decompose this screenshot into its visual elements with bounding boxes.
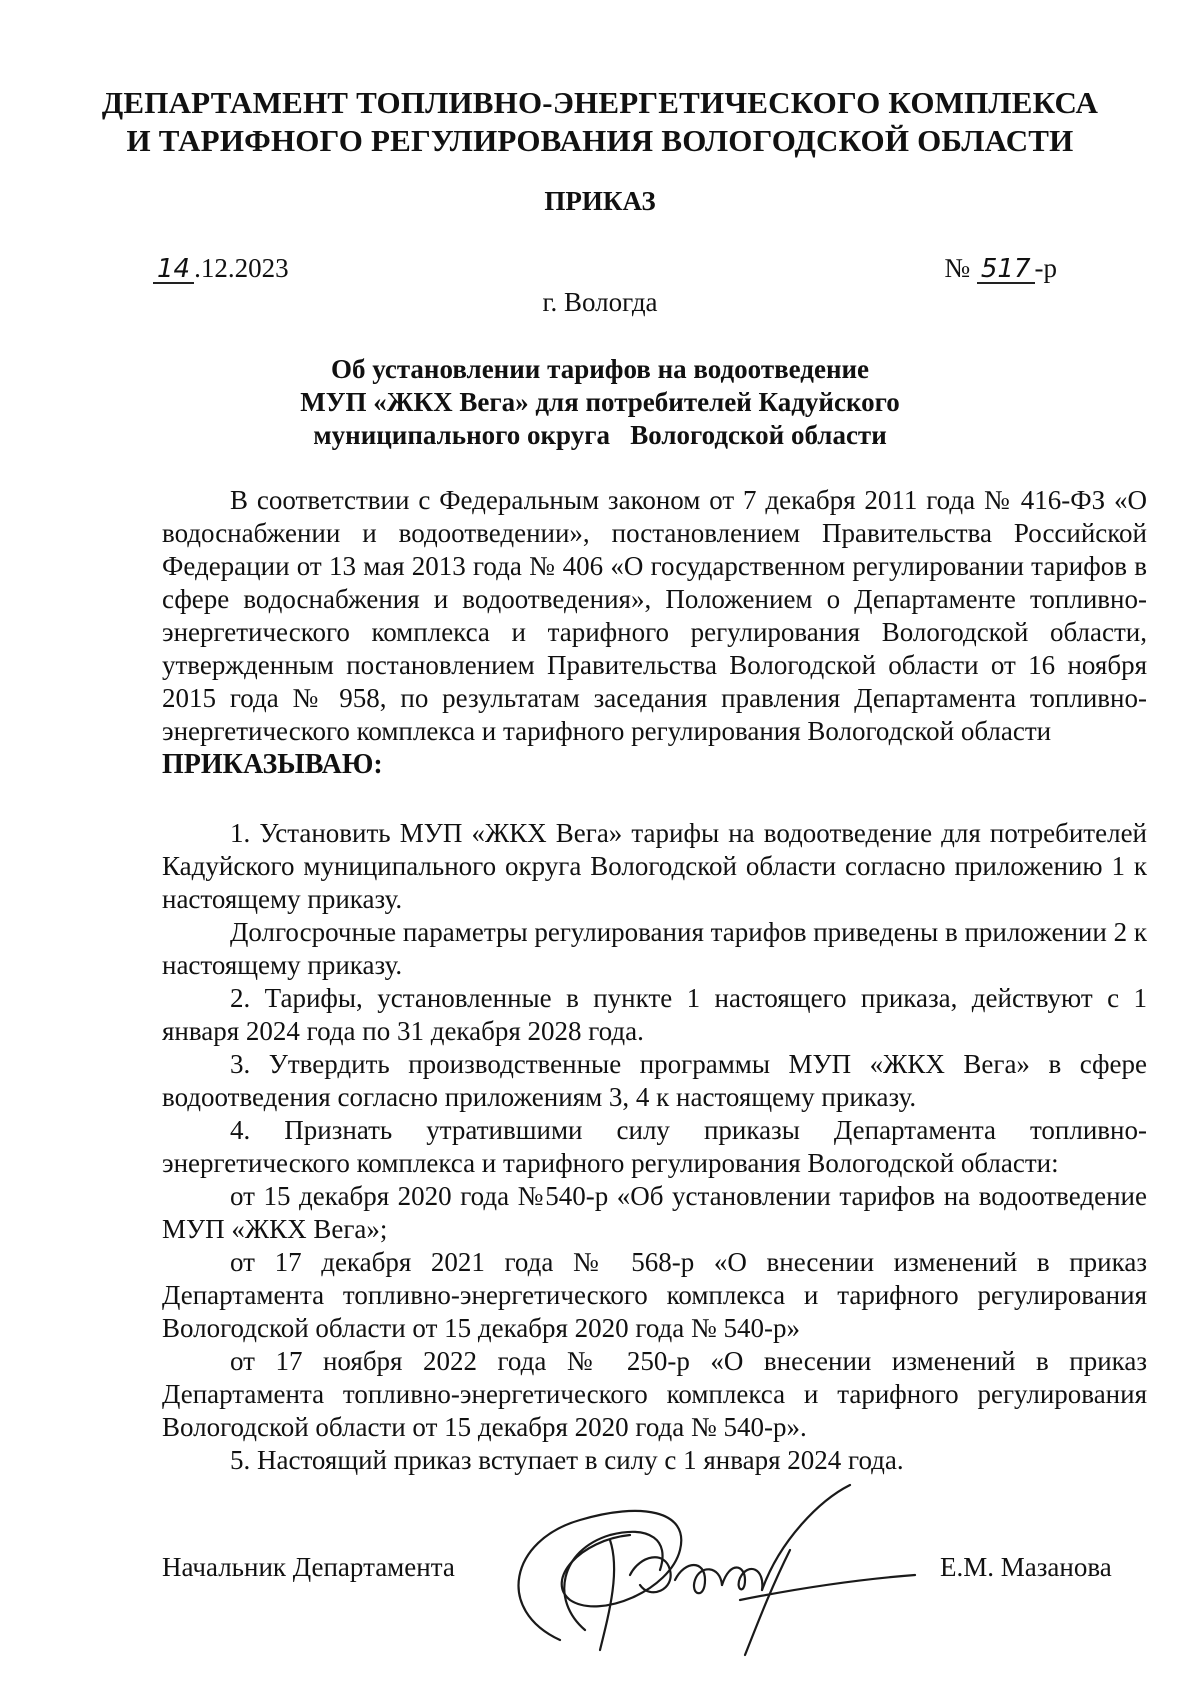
item-paragraph: 4. Признать утратившими силу приказы Департамента топливно-энергетического комплекса и тарифного регулирования Вологодской области:	[162, 1115, 1147, 1178]
item-paragraph: 1. Установить МУП «ЖКХ Вега» тарифы на водоотведение для потребителей Кадуйского муниципального округа Вологодской области согласно приложению 1 к настоящему приказу.	[162, 818, 1147, 914]
department-line-1: ДЕПАРТАМЕНТ ТОПЛИВНО-ЭНЕРГЕТИЧЕСКОГО КОМПЛЕКСА	[101, 85, 1099, 120]
signature-strokes	[519, 1485, 915, 1655]
item-paragraph: 2. Тарифы, установленные в пункте 1 настоящего приказа, действуют с 1 января 2024 года по 31 декабря 2028 года.	[162, 983, 1147, 1046]
item-paragraph: от 17 ноября 2022 года № 250-р «О внесении изменений в приказ Департамента топливно-энергетического комплекса и тарифного регулирования Вологодской области от 15 декабря 2020 года № 540-р».	[162, 1346, 1147, 1442]
handwritten-number: 517	[977, 256, 1035, 284]
handwritten-day: 14	[153, 256, 194, 284]
item-paragraph: от 15 декабря 2020 года №540-р «Об установлении тарифов на водоотведение МУП «ЖКХ Вега»;	[162, 1181, 1147, 1244]
item-paragraph: от 17 декабря 2021 года № 568-р «О внесении изменений в приказ Департамента топливно-энергетического комплекса и тарифного регулирования Вологодской области от 15 декабря 2020 года № 540-р»	[162, 1247, 1147, 1343]
number-suffix: -р	[1034, 253, 1057, 283]
item-paragraph: Долгосрочные параметры регулирования тарифов приведены в приложении 2 к настоящему приказу.	[162, 917, 1147, 980]
preamble-paragraph: В соответствии с Федеральным законом от 7 декабря 2011 года № 416-ФЗ «О водоснабжении и водоотведении», постановлением Правительства Российской Федерации от 13 мая 2013 года № 406 «О государственном регулировании тарифов в сфере водоснабжения и водоотведения», Положением о Департаменте топливно-энергетического комплекса и тарифного регулирования Вологодской области, утвержденным постановлением Правительства Вологодской области от 16 ноября 2015 года № 958, по результатам заседания правления Департамента топливно-энергетического комплекса и тарифного регулирования Вологодской области	[162, 485, 1147, 746]
order-subject	[200, 353, 1000, 452]
handwritten-signature	[490, 1480, 920, 1660]
item-paragraph: 3. Утвердить производственные программы МУП «ЖКХ Вега» в сфере водоотведения согласно приложениям 3, 4 к настоящему приказу.	[162, 1049, 1147, 1112]
document-body	[162, 484, 1147, 1477]
item-paragraph: 5. Настоящий приказ вступает в силу с 1 января 2024 года.	[230, 1445, 904, 1475]
number-sign: №	[944, 253, 971, 283]
date-month-year: .12.2023	[194, 253, 289, 283]
department-line-2: И ТАРИФНОГО РЕГУЛИРОВАНИЯ ВОЛОГОДСКОЙ ОБЛАСТИ	[126, 123, 1074, 158]
subject-line-1: Об установлении тарифов на водоотведение	[330, 354, 870, 384]
signatory-position: Начальник Департамента	[162, 1552, 455, 1582]
city: г. Вологда	[542, 287, 658, 317]
document-type: ПРИКАЗ	[544, 186, 656, 216]
signatory-name: Е.М. Мазанова	[940, 1552, 1112, 1582]
subject-line-3: муниципального округа Вологодской области	[313, 420, 887, 450]
subject-line-2: МУП «ЖКХ Вега» для потребителей Кадуйского	[300, 387, 900, 417]
order-number	[944, 253, 1057, 284]
department-header	[100, 84, 1100, 160]
order-date	[153, 253, 289, 284]
decree-word: ПРИКАЗЫВАЮ:	[162, 749, 383, 780]
